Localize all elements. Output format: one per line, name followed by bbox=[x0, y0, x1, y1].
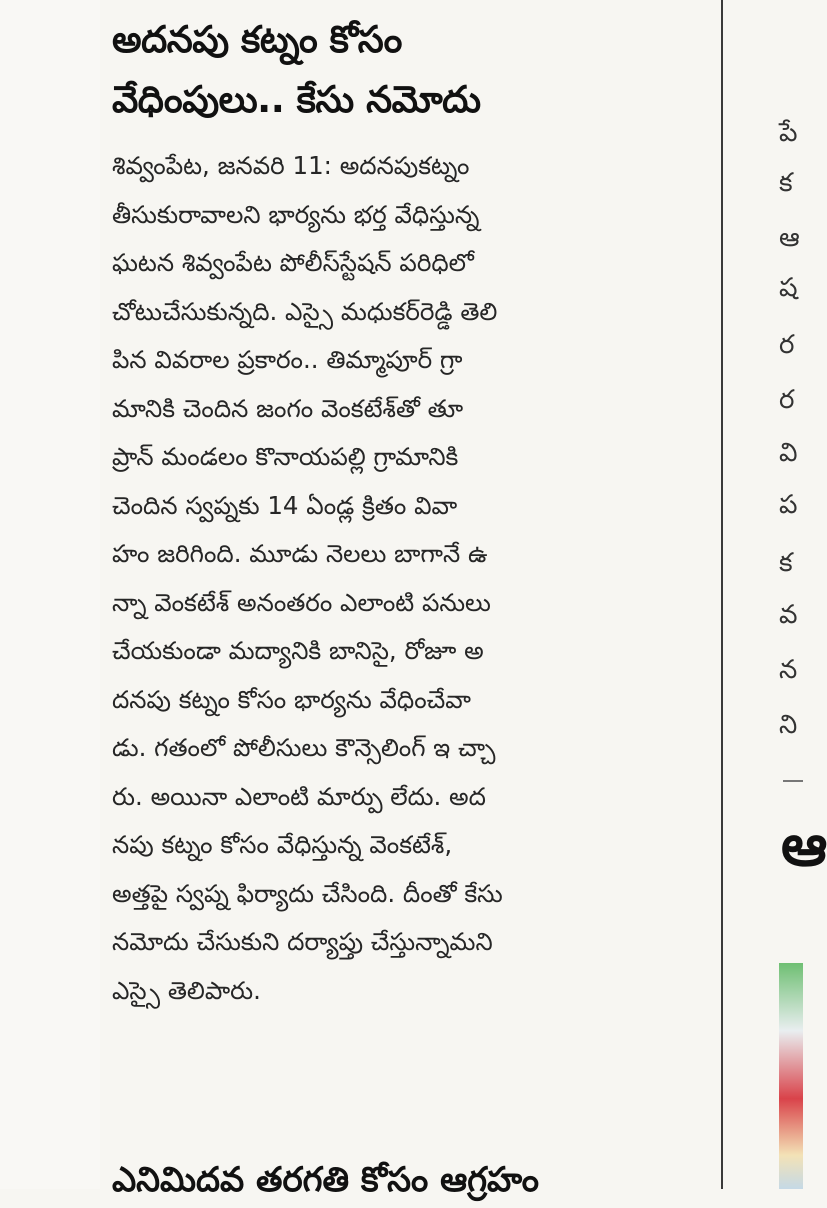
adjacent-text-fragment: పే bbox=[779, 118, 798, 148]
adjacent-rule bbox=[783, 780, 803, 782]
headline-line-2: వేధింపులు.. కేసు నమోదు bbox=[112, 78, 481, 121]
adjacent-text-fragment: క bbox=[779, 548, 793, 578]
body-line: హం జరిగింది. మూడు నెలలు బాగానే ఉ bbox=[112, 539, 488, 568]
adjacent-text-fragment: న bbox=[779, 655, 798, 685]
adjacent-column bbox=[723, 0, 827, 1189]
adjacent-text-fragment: ని bbox=[779, 710, 798, 740]
body-line: చేయకుండా మద్యానికి బానిసై, రోజూ అ bbox=[112, 636, 484, 665]
left-margin bbox=[0, 0, 100, 1189]
body-line: డు. గతంలో పోలీసులు కౌన్సెలింగ్ ఇ చ్చా bbox=[112, 733, 496, 762]
body-line: పిన వివరాల ప్రకారం.. తిమ్మాపూర్ గ్రా bbox=[112, 345, 463, 374]
body-line: చెందిన స్వప్నకు 14 ఏండ్ల క్రితం వివా bbox=[112, 490, 458, 520]
body-line: తీసుకురావాలని భార్యను భర్త వేధిస్తున్న bbox=[112, 199, 480, 229]
body-line: శివ్వంపేట, జనవరి 11: అదనపుకట్నం bbox=[112, 151, 470, 180]
body-line: నమోదు చేసుకుని దర్యాప్తు చేస్తున్నామని bbox=[112, 927, 493, 956]
headline-line-1: అదనపు కట్నం కోసం bbox=[112, 18, 402, 61]
adjacent-text-fragment: ర bbox=[779, 385, 795, 415]
body-line: ప్రాన్ మండలం కొనాయపల్లి గ్రామానికి bbox=[112, 442, 459, 471]
body-line: రు. అయినా ఎలాంటి మార్పు లేదు. అద bbox=[112, 781, 486, 811]
adjacent-text-fragment: ప bbox=[779, 490, 798, 520]
adjacent-headline-fragment: ఆ bbox=[781, 811, 827, 879]
adjacent-text-fragment: వ bbox=[779, 600, 798, 630]
news-article bbox=[112, 10, 694, 1015]
adjacent-text-fragment: ర bbox=[779, 330, 795, 360]
article-headline bbox=[112, 10, 694, 130]
body-line: నపు కట్నం కోసం వేధిస్తున్న వెంకటేశ్, bbox=[112, 830, 453, 859]
next-article-headline: ఎనిమిదవ తరగతి కోసం ఆగ్రహం bbox=[112, 1160, 540, 1200]
body-line: మానికి చెందిన జంగం వెంకటేశ్‌తో తూ bbox=[112, 393, 464, 423]
article-body bbox=[112, 142, 694, 1015]
body-line: అత్తపై స్వప్న ఫిర్యాదు చేసింది. దీంతో కేసు bbox=[112, 878, 503, 908]
body-line: ఘటన శివ్వంపేట పోలీస్‌స్టేషన్ పరిధిలో bbox=[112, 248, 474, 277]
adjacent-text-fragment: వి bbox=[779, 438, 798, 468]
body-line: న్నా వెంకటేశ్ అనంతరం ఎలాంటి పనులు bbox=[112, 587, 491, 617]
body-line: చోటుచేసుకున్నది. ఎస్సై మధుకర్‌రెడ్డి తెలి bbox=[112, 296, 498, 326]
adjacent-text-fragment: క bbox=[779, 168, 793, 198]
body-line: దనపు కట్నం కోసం భార్యను వేధించేవా bbox=[112, 684, 471, 714]
adjacent-photo bbox=[779, 963, 803, 1189]
adjacent-text-fragment: ష bbox=[779, 273, 798, 303]
body-line: ఎస్సై తెలిపారు. bbox=[112, 975, 261, 1005]
adjacent-text-fragment: ఆ bbox=[779, 223, 800, 253]
